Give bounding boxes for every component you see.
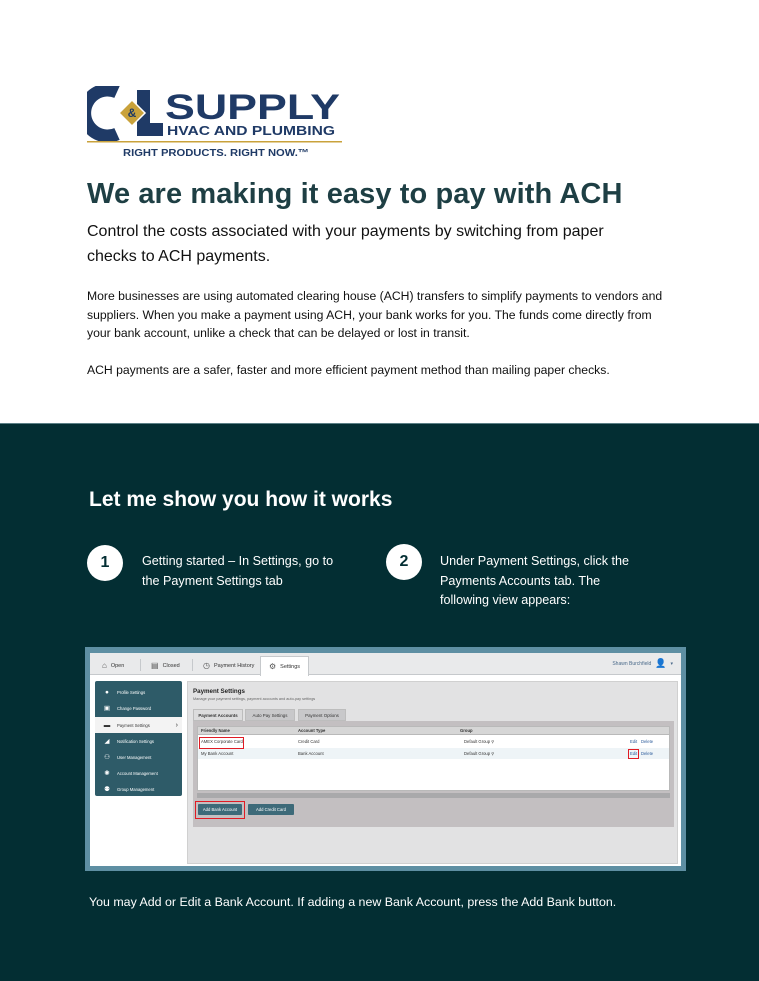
sidebar-item-payment-settings[interactable] — [95, 717, 182, 733]
page-subhead: Control the costs associated with your payments by switching from paper checks to ACH payments. — [87, 223, 604, 265]
column-header: Group — [460, 728, 473, 733]
card-icon: ▬ — [103, 721, 111, 729]
user-name: Shawn Burchfield — [612, 660, 652, 667]
panel-title: Payment Settings — [193, 688, 245, 695]
group-icon: ⚉ — [104, 786, 110, 793]
tab-closed[interactable] — [143, 656, 188, 675]
sidebar-item-label: Group Management — [117, 786, 155, 792]
ach-explanation-paragraph: More businesses are using automated clearing house (ACH) transfers to simplify payments to vendors and suppliers. When you make a payment using ACH, your bank works for you. The funds come directly from your bank account, unlike a check that can be delayed or lost in transit. — [87, 289, 663, 340]
intro-section — [0, 0, 759, 423]
user-menu[interactable] — [612, 658, 673, 669]
panel-subtitle: Manage your payment settings, payment accounts and auto-pay settings — [193, 697, 316, 701]
sidebar-item-label: Profile Settings — [117, 689, 146, 695]
tab-auto-pay-settings[interactable]: Auto Pay Settings — [245, 709, 295, 721]
account-type: Credit Card — [298, 739, 320, 744]
sidebar-item-user-management[interactable] — [95, 749, 182, 765]
sidebar-item-profile-settings[interactable] — [95, 684, 182, 700]
sidebar-item-notification-settings[interactable] — [95, 733, 182, 749]
svg-text:&: & — [127, 106, 137, 120]
highlight-edit-link — [628, 749, 639, 759]
tab-label: Payment History — [213, 662, 255, 669]
tab-payment-history[interactable] — [195, 656, 262, 675]
column-header: Account Type — [298, 728, 326, 733]
how-it-works-section — [0, 423, 759, 981]
payment-settings-panel — [187, 681, 678, 864]
step-1-number: 1 — [87, 545, 123, 581]
svg-text:RIGHT PRODUCTS. RIGHT NOW.™: RIGHT PRODUCTS. RIGHT NOW.™ — [123, 148, 309, 159]
highlight-amex-card — [199, 737, 244, 749]
account-group: Default Group ⚲ — [464, 751, 495, 756]
home-icon: ⌂ — [102, 661, 107, 670]
edit-link[interactable]: Edit — [630, 751, 638, 756]
payment-accounts-box — [193, 721, 674, 827]
cl-supply-logo — [87, 86, 343, 162]
lock-icon: ▣ — [103, 705, 111, 712]
sidebar-item-change-password[interactable] — [95, 700, 182, 716]
add-bank-account-button[interactable]: Add Bank Account — [198, 804, 242, 815]
screenshot-caption: You may Add or Edit a Bank Account. If adding a new Bank Account, press the Add Bank button. — [89, 895, 617, 909]
megaphone-icon: ◢ — [104, 738, 110, 745]
app-tab-bar — [90, 653, 681, 675]
tab-payment-accounts[interactable]: Payment Accounts — [193, 709, 243, 721]
sidebar-item-group-management[interactable] — [95, 781, 182, 797]
tab-divider — [140, 659, 141, 671]
gear-icon: ✺ — [104, 770, 110, 777]
table-header — [198, 727, 669, 735]
sidebar-item-account-management[interactable] — [95, 765, 182, 781]
tab-label: Open — [110, 662, 125, 669]
sidebar-item-label: User Management — [117, 754, 152, 760]
ach-benefits-paragraph: ACH payments are a safer, faster and more efficient payment method than mailing paper checks. — [87, 363, 610, 377]
users-icon: ⚇ — [104, 754, 110, 761]
delete-link[interactable]: Delete — [641, 751, 654, 756]
step-2-number: 2 — [386, 544, 422, 580]
tab-settings[interactable] — [260, 656, 309, 676]
tab-divider — [192, 659, 193, 671]
svg-text:HVAC AND PLUMBING: HVAC AND PLUMBING — [167, 123, 335, 138]
tab-label: Settings — [280, 663, 301, 670]
user-icon: 👤 — [655, 658, 667, 668]
settings-sidebar — [95, 681, 182, 796]
delete-link[interactable]: Delete — [641, 739, 654, 744]
step-2-text: Under Payment Settings, click the Payments Accounts tab. The following view appears: — [440, 554, 629, 607]
sidebar-item-label: Notification Settings — [117, 738, 155, 744]
tab-payment-options[interactable]: Payment Options — [298, 709, 346, 721]
table-row[interactable] — [198, 736, 669, 747]
table-row[interactable] — [198, 748, 669, 759]
history-icon: ◷ — [203, 661, 210, 670]
section-title: Let me show you how it works — [89, 488, 393, 511]
tab-open[interactable] — [94, 656, 132, 675]
sidebar-item-label: Account Management — [117, 770, 158, 776]
highlight-add-bank-button — [195, 801, 245, 819]
account-name: AMEX Corporate Card — [201, 739, 243, 744]
column-header: Friendly Name — [201, 728, 230, 733]
account-name: My Bank Account — [201, 751, 234, 756]
user-icon: ● — [105, 688, 109, 696]
account-group: Default Group ⚲ — [464, 739, 495, 744]
edit-link[interactable]: Edit — [630, 739, 638, 744]
chevron-down-icon: ▾ — [670, 660, 673, 667]
gear-icon: ⚙ — [269, 662, 277, 671]
payment-accounts-table — [197, 726, 670, 791]
page-headline: We are making it easy to pay with ACH — [87, 178, 623, 210]
sidebar-item-label: Payment Settings — [117, 722, 150, 728]
chevron-right-icon: › — [175, 721, 178, 729]
add-credit-card-button[interactable]: Add Credit Card — [248, 804, 294, 815]
account-type: Bank Account — [298, 751, 324, 756]
list-icon: ▤ — [151, 661, 159, 670]
horizontal-scrollbar[interactable] — [197, 793, 670, 798]
svg-text:SUPPLY: SUPPLY — [165, 88, 340, 127]
sidebar-item-label: Change Password — [117, 705, 152, 711]
tab-label: Closed — [162, 662, 180, 669]
step-1-text: Getting started – In Settings, go to the Payment Settings tab — [142, 554, 334, 588]
payment-settings-screenshot — [85, 647, 686, 871]
